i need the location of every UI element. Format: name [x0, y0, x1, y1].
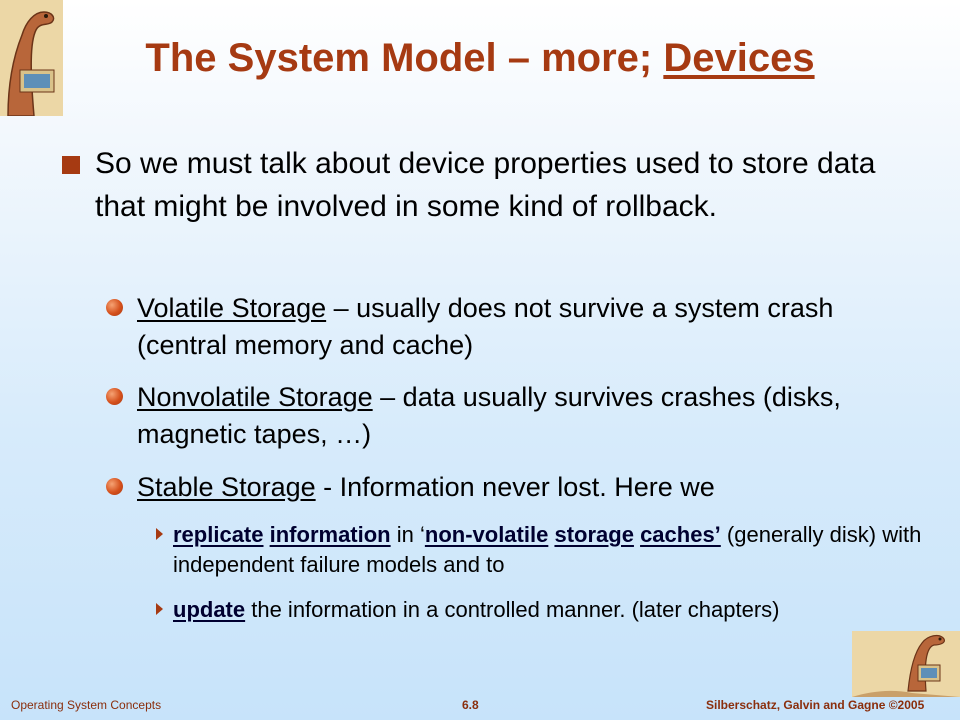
volatile-desc: – usually does not survive a system crash (central memory and cache) [137, 293, 834, 360]
nonvolatile-desc: – data usually survives crashes (disks, magnetic tapes, …) [137, 382, 841, 449]
update-desc: the information in a controlled manner. (later chapters) [245, 597, 780, 622]
text-in: in ‘ [390, 522, 425, 547]
dinosaur-laptop-logo-icon [852, 631, 960, 697]
round-bullet-icon [106, 478, 123, 495]
round-bullet-icon [106, 388, 123, 405]
square-bullet-icon [62, 156, 80, 174]
word-storage: storage [554, 522, 634, 547]
bullet-stable-storage [106, 469, 906, 506]
title-devices: Devices [663, 36, 815, 80]
title-text: The System Model – more; [145, 36, 664, 80]
term-nonvolatile: Nonvolatile Storage [137, 382, 373, 412]
round-bullet-icon [106, 299, 123, 316]
footer-course: Operating System Concepts [11, 698, 162, 712]
footer-authors: Silberschatz, Galvin and Gagne ©2005 [706, 698, 925, 712]
bullet-text: So we must talk about device properties used to store data that might be involved in some kind of rollback. [95, 147, 876, 223]
term-volatile: Volatile Storage [137, 293, 327, 323]
word-caches: caches’ [640, 522, 721, 547]
sub-bullet-replicate [156, 520, 946, 580]
bullet-device-properties [62, 142, 922, 228]
bullet-nonvolatile-storage [106, 379, 906, 453]
arrow-bullet-icon [156, 603, 163, 615]
replicate-desc: (generally disk) with independent failure models and to [173, 522, 922, 577]
footer-slide-number: 6.8 [462, 698, 479, 712]
word-information: information [269, 522, 391, 547]
word-replicate: replicate [173, 522, 264, 547]
sub-bullet-update [156, 595, 946, 625]
bullet-volatile-storage [106, 290, 906, 364]
word-non-volatile: non-volatile [424, 522, 549, 547]
stable-desc: - Information never lost. Here we [315, 472, 715, 502]
term-stable: Stable Storage [137, 472, 316, 502]
slide-title [0, 36, 960, 81]
word-update: update [173, 597, 246, 622]
arrow-bullet-icon [156, 528, 163, 540]
